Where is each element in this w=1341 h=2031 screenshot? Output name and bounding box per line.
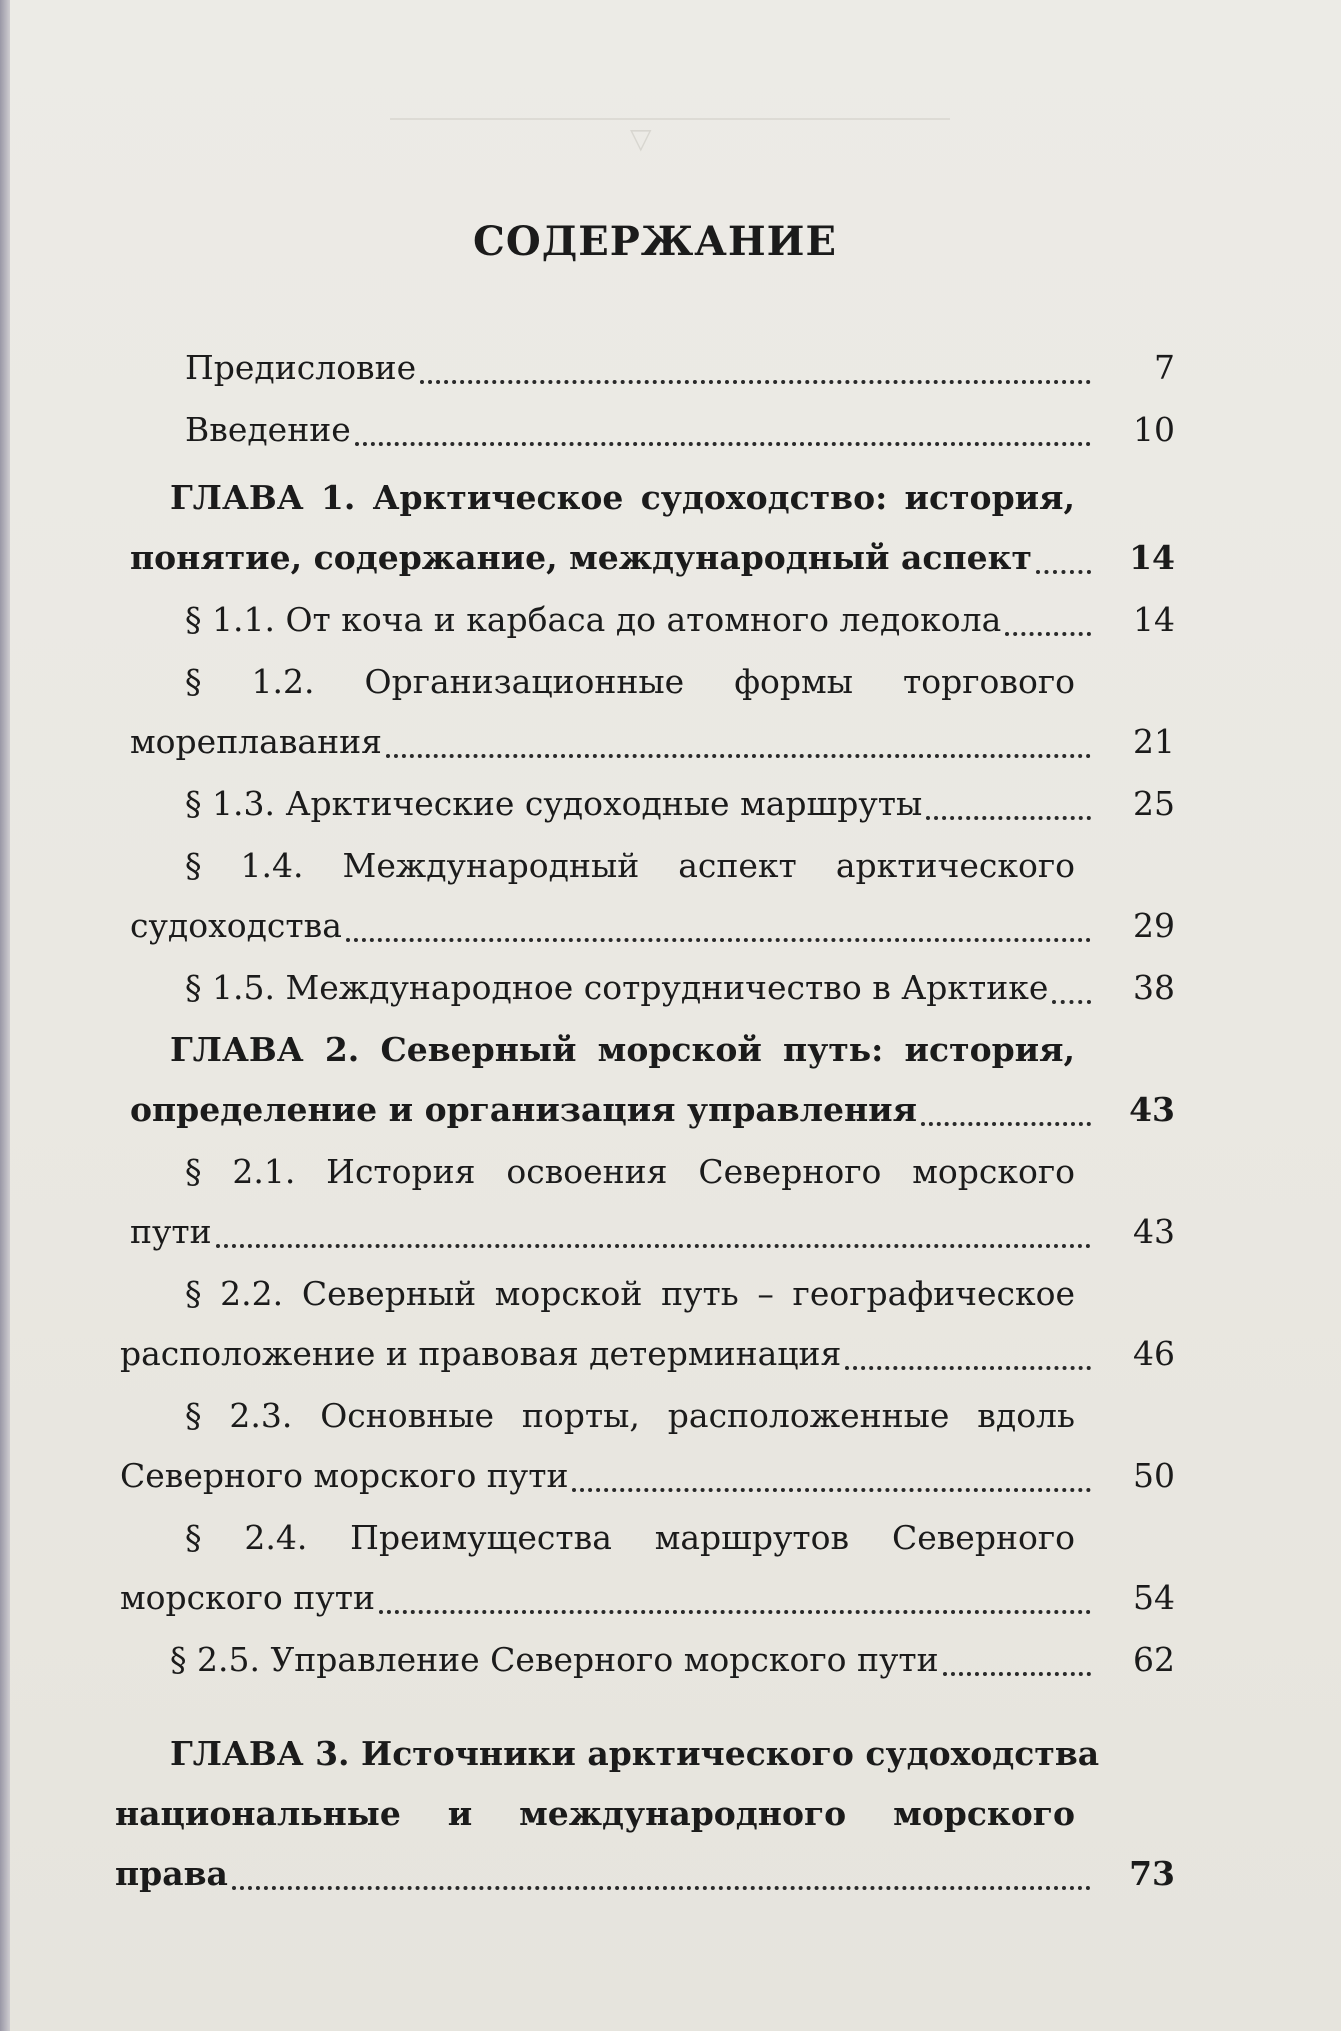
toc-entry[interactable]: [130, 1020, 1175, 1140]
toc-entry-line: ГЛАВА 3. Источники арктического судоходства: [170, 1734, 1100, 1773]
toc-page-number: 62: [1133, 1640, 1175, 1679]
toc-entry-label: морского пути: [120, 1578, 375, 1617]
toc-entry[interactable]: [130, 836, 1175, 956]
toc-entry-label: Северного морского пути: [120, 1456, 569, 1495]
dot-leader: [1005, 629, 1091, 636]
page-title: СОДЕРЖАНИЕ: [473, 218, 837, 265]
ghost-header-rule: [390, 118, 950, 120]
dot-leader: [216, 1241, 1091, 1248]
toc-entry[interactable]: [185, 338, 1175, 398]
dot-leader: [572, 1485, 1091, 1492]
toc-entry-line: ГЛАВА 2. Северный морской путь: история,: [170, 1030, 1075, 1069]
toc-entry-label: § 2.5. Управление Северного морского пути: [170, 1640, 939, 1679]
toc-page-number: 54: [1133, 1578, 1175, 1617]
toc-page-number: 10: [1133, 410, 1175, 449]
toc-entry[interactable]: [185, 958, 1175, 1018]
toc-entry-line: § 2.2. Северный морской путь – географическое: [185, 1274, 1075, 1313]
toc-entry-label: расположение и правовая детерминация: [120, 1334, 842, 1373]
dot-leader: [355, 439, 1091, 446]
ghost-ornament-icon: ▽: [630, 122, 652, 155]
toc-page-number: 50: [1133, 1456, 1175, 1495]
toc-page-number: 14: [1129, 538, 1175, 577]
dot-leader: [845, 1363, 1091, 1370]
dot-leader: [1052, 997, 1091, 1004]
dot-leader: [943, 1669, 1091, 1676]
toc-entry[interactable]: [185, 774, 1175, 834]
toc-entry[interactable]: [130, 652, 1175, 772]
toc-page-number: 29: [1133, 906, 1175, 945]
toc-page-number: 43: [1129, 1090, 1175, 1129]
dot-leader: [921, 1119, 1091, 1126]
toc-entry-label: пути: [130, 1212, 212, 1251]
toc-entry-label: § 1.3. Арктические судоходные маршруты: [185, 784, 923, 823]
toc-page-number: 38: [1133, 968, 1175, 1007]
toc-page-number: 25: [1133, 784, 1175, 823]
toc-page-number: 43: [1133, 1212, 1175, 1251]
dot-leader: [420, 377, 1091, 384]
toc-entry[interactable]: [120, 1386, 1175, 1506]
toc-entry[interactable]: [185, 590, 1175, 650]
toc-page-number: 46: [1133, 1334, 1175, 1373]
dot-leader: [232, 1883, 1091, 1890]
toc-page-number: 21: [1133, 722, 1175, 761]
toc-entry[interactable]: [185, 400, 1175, 460]
toc-entry-line: § 1.2. Организационные формы торгового: [185, 662, 1075, 701]
toc-page-number: 73: [1129, 1854, 1175, 1893]
toc-entry-line: § 2.4. Преимущества маршрутов Северного: [185, 1518, 1075, 1557]
toc-entry-label: мореплавания: [130, 722, 382, 761]
toc-entry-label: судоходства: [130, 906, 342, 945]
toc-page-number: 14: [1133, 600, 1175, 639]
dot-leader: [1036, 567, 1091, 574]
dot-leader: [346, 935, 1091, 942]
toc-entry-label: § 1.1. От коча и карбаса до атомного ледокола: [185, 600, 1002, 639]
toc-entry-line: ГЛАВА 1. Арктическое судоходство: история,: [170, 478, 1075, 517]
dot-leader: [379, 1607, 1091, 1614]
toc-entry[interactable]: [120, 1508, 1175, 1628]
toc-entry-label: права: [115, 1854, 228, 1893]
toc-page-number: 7: [1154, 348, 1175, 387]
toc-entry[interactable]: [115, 1724, 1175, 1904]
dot-leader: [926, 813, 1091, 820]
dot-leader: [386, 751, 1091, 758]
toc-entry-label: Предисловие: [185, 348, 417, 387]
toc-entry[interactable]: [120, 1264, 1175, 1384]
toc-entry-line: § 2.1. История освоения Северного морского: [185, 1152, 1075, 1191]
toc-entry[interactable]: [130, 1142, 1175, 1262]
toc-entry-label: § 1.5. Международное сотрудничество в Арктике: [185, 968, 1049, 1007]
toc-entry-line: § 2.3. Основные порты, расположенные вдоль: [185, 1396, 1075, 1435]
toc-entry-line: § 1.4. Международный аспект арктического: [185, 846, 1075, 885]
toc-entry[interactable]: [130, 468, 1175, 588]
toc-entry[interactable]: [170, 1630, 1175, 1690]
toc-entry-label: Введение: [185, 410, 351, 449]
toc-entry-label: определение и организация управления: [130, 1090, 917, 1129]
toc-entry-label: понятие, содержание, международный аспект: [130, 538, 1032, 577]
toc-entry-line: национальные и международного морского: [115, 1794, 1075, 1833]
